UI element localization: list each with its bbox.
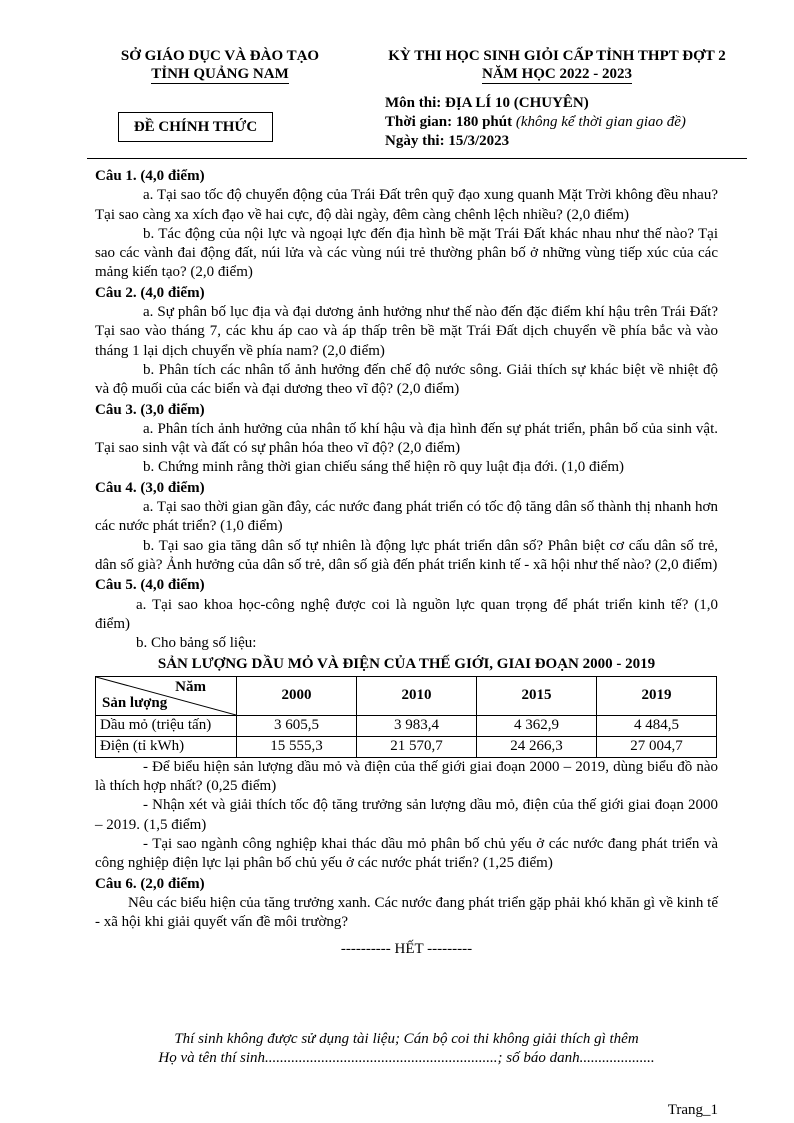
- question-5a: a. Tại sao khoa học-công nghệ được coi là nguồn lực quan trọng để phát triển kinh tế? (1,0 điểm): [95, 596, 718, 632]
- table-row: [96, 715, 717, 736]
- question-5-title: Câu 5. (4,0 điểm): [95, 577, 205, 594]
- table-cell: 3 605,5: [237, 715, 357, 736]
- question-3-title: Câu 3. (3,0 điểm): [95, 401, 205, 418]
- footer-instruction: Thí sinh không được sử dụng tài liệu; Cán bộ coi thi không giải thích gì thêm: [174, 1031, 639, 1047]
- question-3a: a. Phân tích ảnh hưởng của nhân tố khí hậu và địa hình đến sự phát triển, phân bố của sinh vật. Tại sao sinh vật và đất có sự phân hóa theo vĩ độ? (2,0 điểm): [95, 420, 718, 457]
- exam-title-line2: NĂM HỌC 2022 - 2023: [482, 66, 632, 82]
- exam-header: [352, 47, 762, 84]
- table-cell: 21 570,7: [357, 736, 477, 757]
- header-divider: [87, 158, 747, 159]
- department-header: [95, 47, 345, 84]
- table-cell: 3 983,4: [357, 715, 477, 736]
- question-3b: b. Chứng minh rằng thời gian chiếu sáng thể hiện rõ quy luật địa đới. (1,0 điểm): [143, 459, 624, 476]
- question-4-title: Câu 4. (3,0 điểm): [95, 479, 205, 496]
- subject-label: Môn thi: ĐỊA LÍ 10 (CHUYÊN): [385, 95, 589, 111]
- question-1a: a. Tại sao tốc độ chuyển động của Trái Đất trên quỹ đạo xung quanh Mặt Trời không đều nhau? Tại sao càng xa xích đạo về hai cực, độ dài ngày, đêm càng chênh lệch nhiều? (2,0 điểm): [95, 187, 718, 223]
- year-header: 2000: [237, 676, 357, 715]
- question-2b: b. Phân tích các nhân tố ảnh hưởng đến chế độ nước sông. Giải thích sự khác biệt về nhiệt độ và độ muối của các biển và đại dương theo vĩ độ? (2,0 điểm): [95, 361, 718, 398]
- table-row: [96, 736, 717, 757]
- data-table: [95, 676, 717, 758]
- question-5b: b. Cho bảng số liệu:: [136, 635, 257, 652]
- exam-info: [385, 94, 686, 151]
- exam-date: Ngày thi: 15/3/2023: [385, 133, 510, 149]
- table-header-row: [96, 676, 717, 715]
- footer-candidate-line: Họ và tên thí sinh..............................................................; số báo danh....................: [158, 1050, 655, 1066]
- table-title: SẢN LƯỢNG DẦU MỎ VÀ ĐIỆN CỦA THẾ GIỚI, GIAI ĐOẠN 2000 - 2019: [157, 656, 656, 673]
- question-2a: a. Sự phân bố lục địa và đại dương ảnh hưởng như thế nào đến đặc điểm khí hậu trên Trái Đất? Tại sao vào tháng 7, các khu áp cao và áp thấp trên bề mặt Trái Đất dịch chuyển về phía bắc và vào tháng 1 lại dịch chuyển về phía nam? (2,0 điểm): [95, 304, 718, 359]
- corner-year-label: Năm: [175, 678, 206, 695]
- table-cell: 4 484,5: [597, 715, 717, 736]
- question-6-text: Nêu các biểu hiện của tăng trưởng xanh. Các nước đang phát triển gặp phải khó khăn gì về kinh tế - xã hội khi giải quyết vấn đề môi trường?: [95, 894, 718, 931]
- exam-title-line1: KỲ THI HỌC SINH GIỎI CẤP TỈNH THPT ĐỢT 2: [388, 48, 726, 64]
- row-label: Dầu mỏ (triệu tấn): [96, 715, 237, 736]
- table-cell: 24 266,3: [477, 736, 597, 757]
- table-cell: 15 555,3: [237, 736, 357, 757]
- year-header: 2010: [357, 676, 477, 715]
- question-5-task-2: - Nhận xét và giải thích tốc độ tăng trưởng sản lượng dầu mỏ, điện của thế giới giai đoạn 2000 – 2019. (1,5 điểm): [95, 797, 718, 833]
- exam-content: [95, 166, 718, 960]
- department-line1: SỞ GIÁO DỤC VÀ ĐÀO TẠO: [120, 48, 320, 64]
- year-header: 2015: [477, 676, 597, 715]
- footer-notes: [95, 1030, 718, 1068]
- row-label: Điện (tỉ kWh): [96, 736, 237, 757]
- question-5-task-1: - Để biểu hiện sản lượng dầu mỏ và điện của thế giới giai đoạn 2000 – 2019, dùng biểu đồ nào là thích hợp nhất? (0,25 điểm): [95, 758, 718, 795]
- question-5-task-3: - Tại sao ngành công nghiệp khai thác dầu mỏ phân bố chủ yếu ở các nước đang phát triển và công nghiệp điện lực lại phân bố chủ yếu ở các nước phát triển? (1,25 điểm): [95, 835, 718, 872]
- department-line2: TỈNH QUẢNG NAM: [151, 66, 289, 82]
- official-exam-box: ĐỀ CHÍNH THỨC: [118, 112, 273, 142]
- time-label: Thời gian: 180 phút: [385, 114, 513, 130]
- table-cell: 4 362,9: [477, 715, 597, 736]
- time-note: (không kể thời gian giao đề): [515, 114, 686, 130]
- question-4b: b. Tại sao gia tăng dân số tự nhiên là động lực phát triển dân số? Phân biệt cơ cấu dân số trẻ, dân số già? Ảnh hưởng của dân số trẻ, dân số già đến phát triển kinh tế - xã hội như thế nào? (2,0 điểm): [95, 537, 718, 573]
- table-corner-cell: [96, 676, 237, 715]
- question-4a: a. Tại sao thời gian gần đây, các nước đang phát triển có tốc độ tăng dân số thành thị nhanh hơn các nước phát triển? (1,0 điểm): [95, 499, 718, 535]
- question-1b: b. Tác động của nội lực và ngoại lực đến địa hình bề mặt Trái Đất khác nhau như thế nào? Tại sao các vành đai động đất, núi lửa và các vùng núi trẻ thường phân bố ở những vùng tiếp xúc của các mảng kiến tạo? (2,0 điểm): [95, 225, 718, 281]
- question-6-title: Câu 6. (2,0 điểm): [95, 875, 205, 892]
- year-header: 2019: [597, 676, 717, 715]
- table-cell: 27 004,7: [597, 736, 717, 757]
- question-1-title: Câu 1. (4,0 điểm): [95, 168, 205, 184]
- page-number: Trang_1: [667, 1102, 718, 1118]
- corner-output-label: Sản lượng: [102, 695, 168, 712]
- end-mark: ---------- HẾT ---------: [340, 941, 473, 958]
- question-2-title: Câu 2. (4,0 điểm): [95, 284, 205, 301]
